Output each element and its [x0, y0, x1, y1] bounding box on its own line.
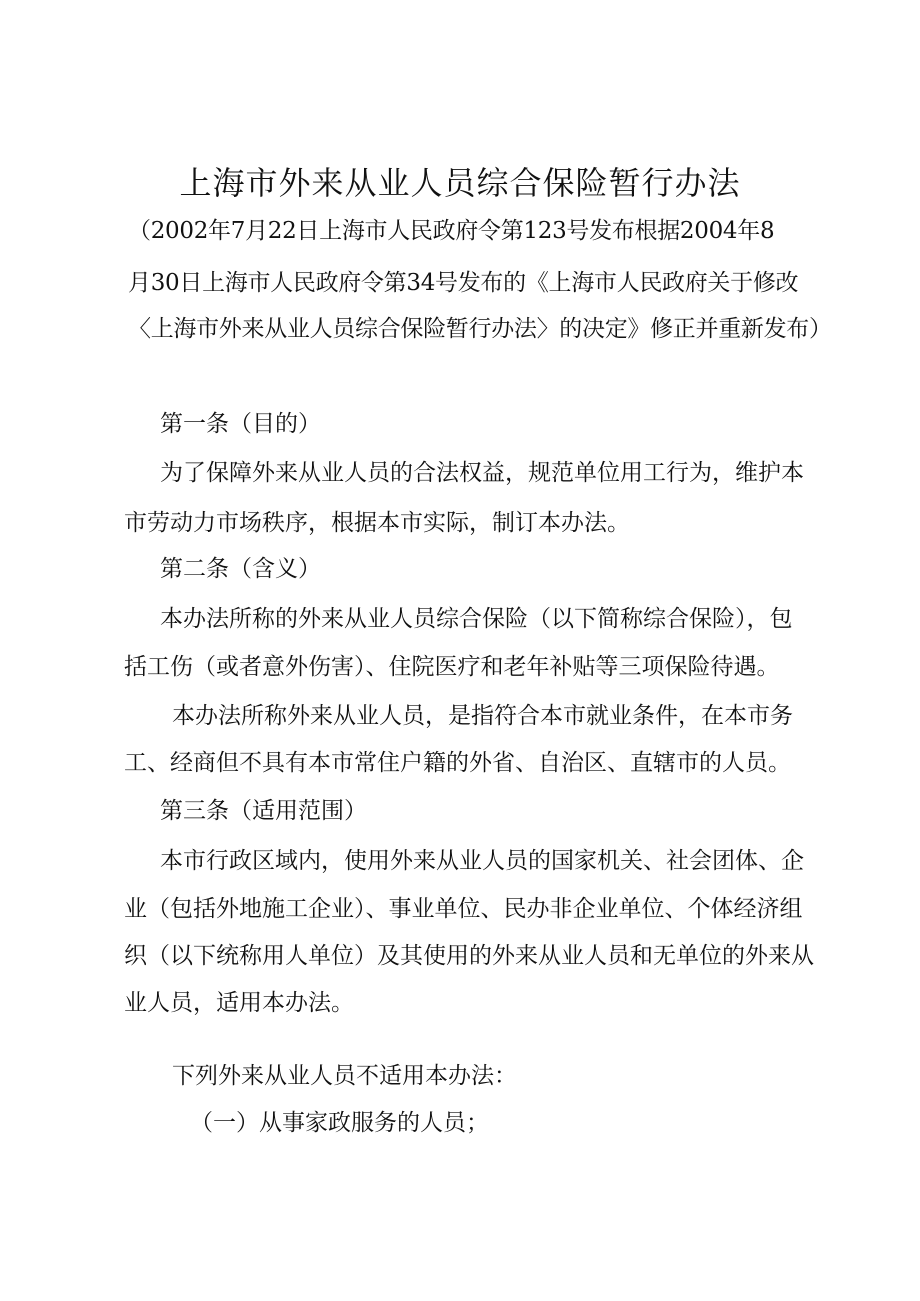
article-2-body-line-2: 括工伤（或者意外伤害）、住院医疗和老年补贴等三项保险待遇。 [124, 654, 780, 680]
article-1-body-line-1: 为了保障外来从业人员的合法权益，规范单位用工行为，维护本 [160, 460, 804, 486]
article-2-body-line-3: 本办法所称外来从业人员，是指符合本市就业条件，在本市务 [172, 703, 793, 729]
subtitle-line-1: （2002年7月22日上海市人民政府令第123号发布根据2004年8 [128, 218, 775, 244]
article-2-body-line-1: 本办法所称的外来从业人员综合保险（以下简称综合保险），包 [160, 606, 793, 632]
article-3-body-line-3: 织（以下统称用人单位）及其使用的外来从业人员和无单位的外来从 [124, 943, 814, 969]
article-3-body-line-1: 本市行政区域内，使用外来从业人员的国家机关、社会团体、企 [160, 848, 804, 874]
article-1-heading: 第一条（目的） [160, 411, 321, 437]
article-3-body-line-4: 业人员，适用本办法。 [124, 990, 354, 1016]
article-3-heading: 第三条（适用范围） [160, 798, 367, 824]
document-title: 上海市外来从业人员综合保险暂行办法 [179, 164, 741, 202]
subtitle-line-2: 月30日上海市人民政府令第34号发布的《上海市人民政府关于修改 [128, 270, 799, 296]
article-3-exclusion-item-1: （一）从事家政服务的人员； [190, 1110, 489, 1136]
article-3-body-line-2: 业（包括外地施工企业）、事业单位、民办非企业单位、个体经济组 [124, 896, 803, 922]
article-2-body-line-4: 工、经商但不具有本市常住户籍的外省、自治区、直辖市的人员。 [124, 750, 791, 776]
article-1-body-line-2: 市劳动力市场秩序，根据本市实际，制订本办法。 [124, 510, 630, 536]
subtitle-line-3: 〈上海市外来从业人员综合保险暂行办法〉的决定》修正并重新发布） [128, 316, 832, 342]
article-3-exclusion-intro: 下列外来从业人员不适用本办法： [172, 1063, 517, 1089]
article-2-heading: 第二条（含义） [160, 556, 321, 582]
